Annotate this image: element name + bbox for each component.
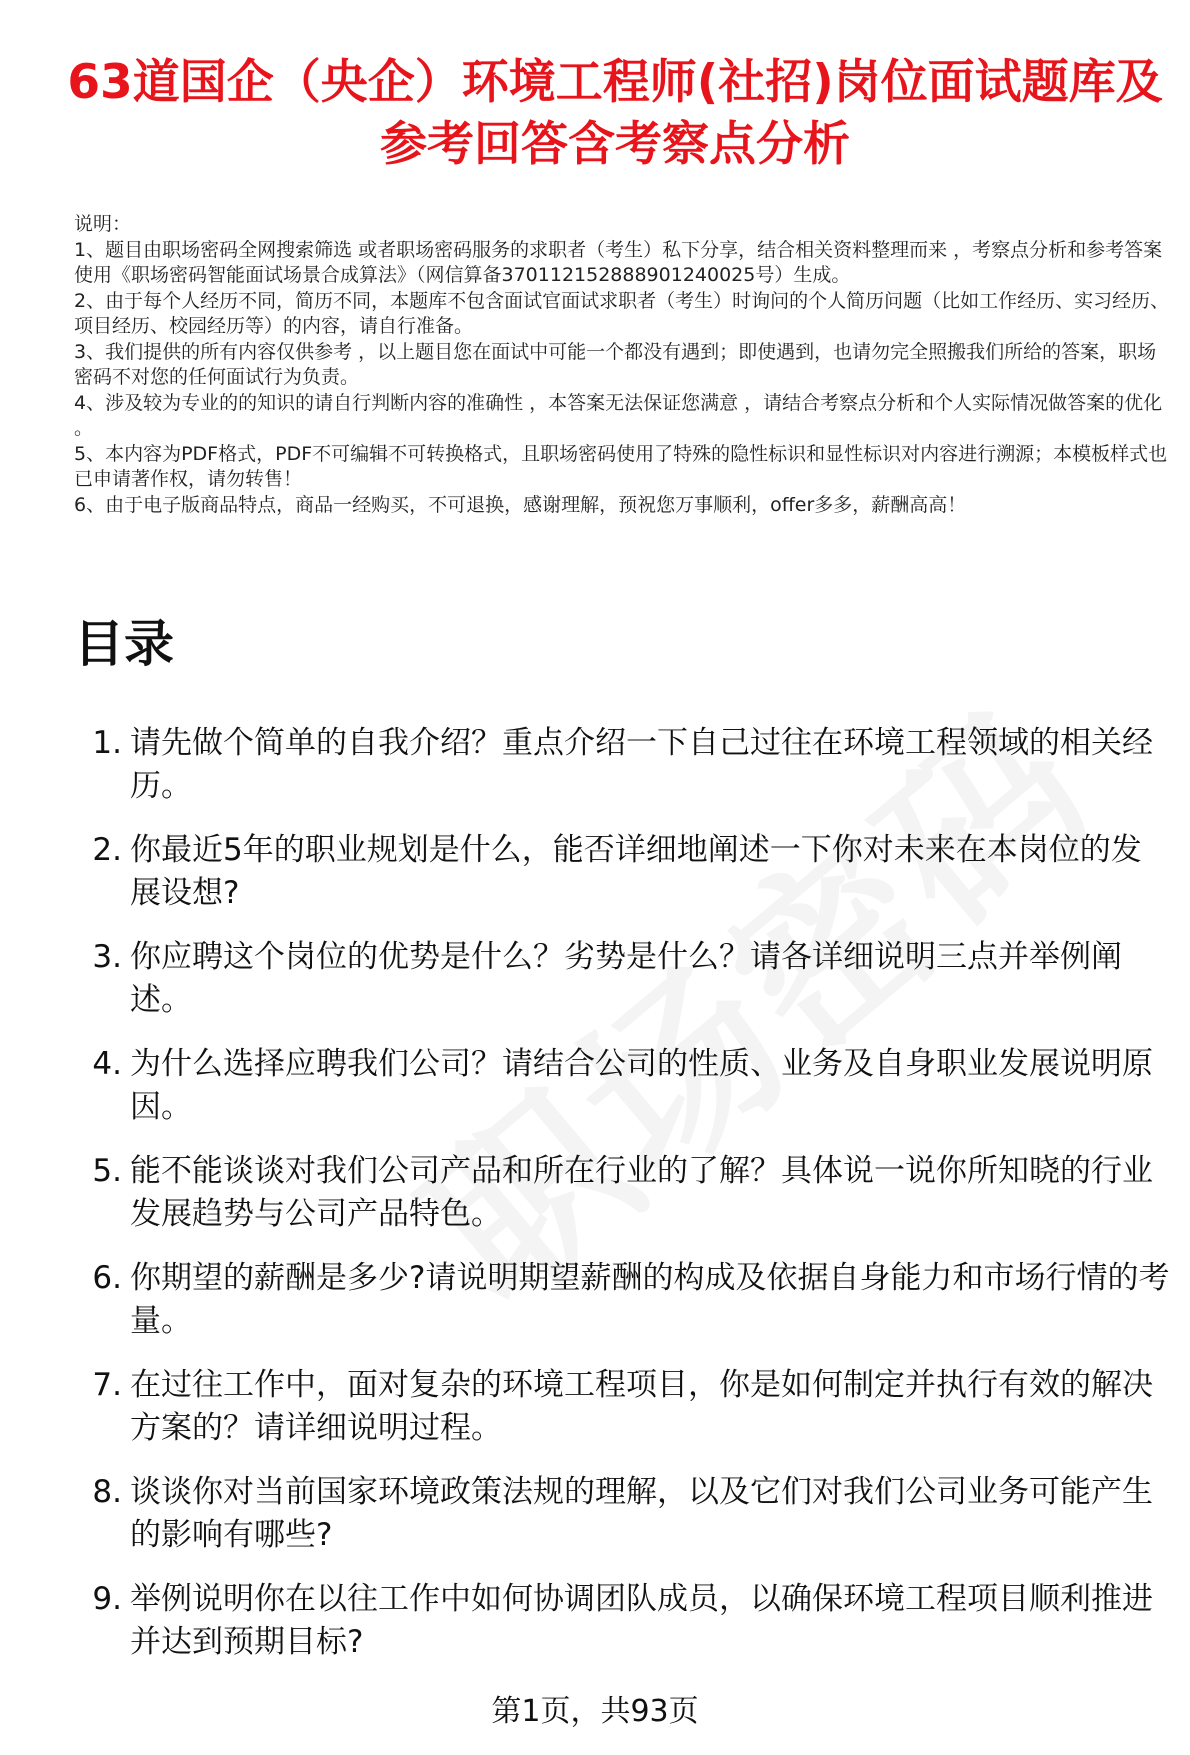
toc-item-1[interactable] — [74, 722, 1170, 808]
toc-item-2[interactable] — [74, 829, 1170, 915]
page-footer: 第1页，共93页 — [491, 1694, 699, 1729]
toc-heading: 目录 — [74, 615, 174, 673]
toc-item-7[interactable] — [74, 1364, 1170, 1450]
toc-item-text: 为什么选择应聘我们公司？请结合公司的性质、业务及自身职业发展说明原因。 — [130, 1046, 1153, 1125]
toc-item-number: 9. — [92, 1581, 122, 1617]
toc-item-number: 5. — [92, 1153, 122, 1189]
toc-item-text: 请先做个简单的自我介绍？重点介绍一下自己过往在环境工程领域的相关经历。 — [130, 725, 1153, 804]
note-item: 4、涉及较为专业的的知识的请自行判断内容的准确性 ，本答案无法保证您满意 ，请结合考察点分析和个人实际情况做答案的优化 。 — [74, 391, 1163, 439]
toc-list — [74, 722, 1170, 1685]
document-title: 63道国企（央企）环境工程师(社招)岗位面试题库及参考回答含考察点分析 — [67, 55, 1163, 172]
note-item: 1、题目由职场密码全网搜索筛选 或者职场密码服务的求职者（考生）私下分享，结合相关资料整理而来 ，考察点分析和参考答案使用《职场密码智能面试场景合成算法》（网信算备370112152888901240025号）生成。 — [74, 238, 1163, 286]
toc-item-6[interactable] — [74, 1257, 1170, 1343]
note-item: 5、本内容为PDF格式，PDF不可编辑不可转换格式，且职场密码使用了特殊的隐性标识和显性标识对内容进行溯源；本模板样式也已申请著作权，请勿转售！ — [74, 442, 1168, 490]
toc-item-number: 6. — [92, 1260, 122, 1296]
toc-item-number: 4. — [92, 1046, 122, 1082]
toc-item-text: 举例说明你在以往工作中如何协调团队成员，以确保环境工程项目顺利推进并达到预期目标? — [130, 1581, 1153, 1660]
toc-item-text: 你期望的薪酬是多少?请说明期望薪酬的构成及依据自身能力和市场行情的考量。 — [130, 1260, 1170, 1339]
toc-item-number: 3. — [92, 939, 122, 975]
toc-item-number: 8. — [92, 1474, 122, 1510]
notes-heading: 说明： — [74, 213, 132, 235]
toc-item-9[interactable] — [74, 1578, 1170, 1664]
toc-item-5[interactable] — [74, 1150, 1170, 1236]
toc-item-text: 谈谈你对当前国家环境政策法规的理解，以及它们对我们公司业务可能产生的影响有哪些? — [130, 1474, 1153, 1553]
note-item: 2、由于每个人经历不同，简历不同，本题库不包含面试官面试求职者（考生）时询问的个人简历问题（比如工作经历、实习经历、项目经历、校园经历等）的内容，请自行准备。 — [74, 289, 1170, 337]
toc-item-4[interactable] — [74, 1043, 1170, 1129]
note-item: 6、由于电子版商品特点，商品一经购买，不可退换，感谢理解，预祝您万事顺利，offer多多，薪酬高高！ — [74, 493, 967, 516]
notes-section — [74, 212, 1170, 518]
toc-item-number: 1. — [92, 725, 122, 761]
toc-item-number: 7. — [92, 1367, 122, 1403]
toc-item-8[interactable] — [74, 1471, 1170, 1557]
note-item: 3、我们提供的所有内容仅供参考 ，以上题目您在面试中可能一个都没有遇到；即使遇到，也请勿完全照搬我们所给的答案，职场密码不对您的任何面试行为负责。 — [74, 340, 1157, 388]
toc-item-text: 能不能谈谈对我们公司产品和所在行业的了解？具体说一说你所知晓的行业发展趋势与公司产品特色。 — [130, 1153, 1153, 1232]
toc-item-text: 你最近5年的职业规划是什么，能否详细地阐述一下你对未来在本岗位的发展设想? — [130, 832, 1142, 911]
toc-item-text: 在过往工作中，面对复杂的环境工程项目，你是如何制定并执行有效的解决方案的？请详细说明过程。 — [130, 1367, 1153, 1446]
toc-item-text: 你应聘这个岗位的优势是什么？劣势是什么？请各详细说明三点并举例阐述。 — [130, 939, 1122, 1018]
toc-item-3[interactable] — [74, 936, 1170, 1022]
toc-item-number: 2. — [92, 832, 122, 868]
